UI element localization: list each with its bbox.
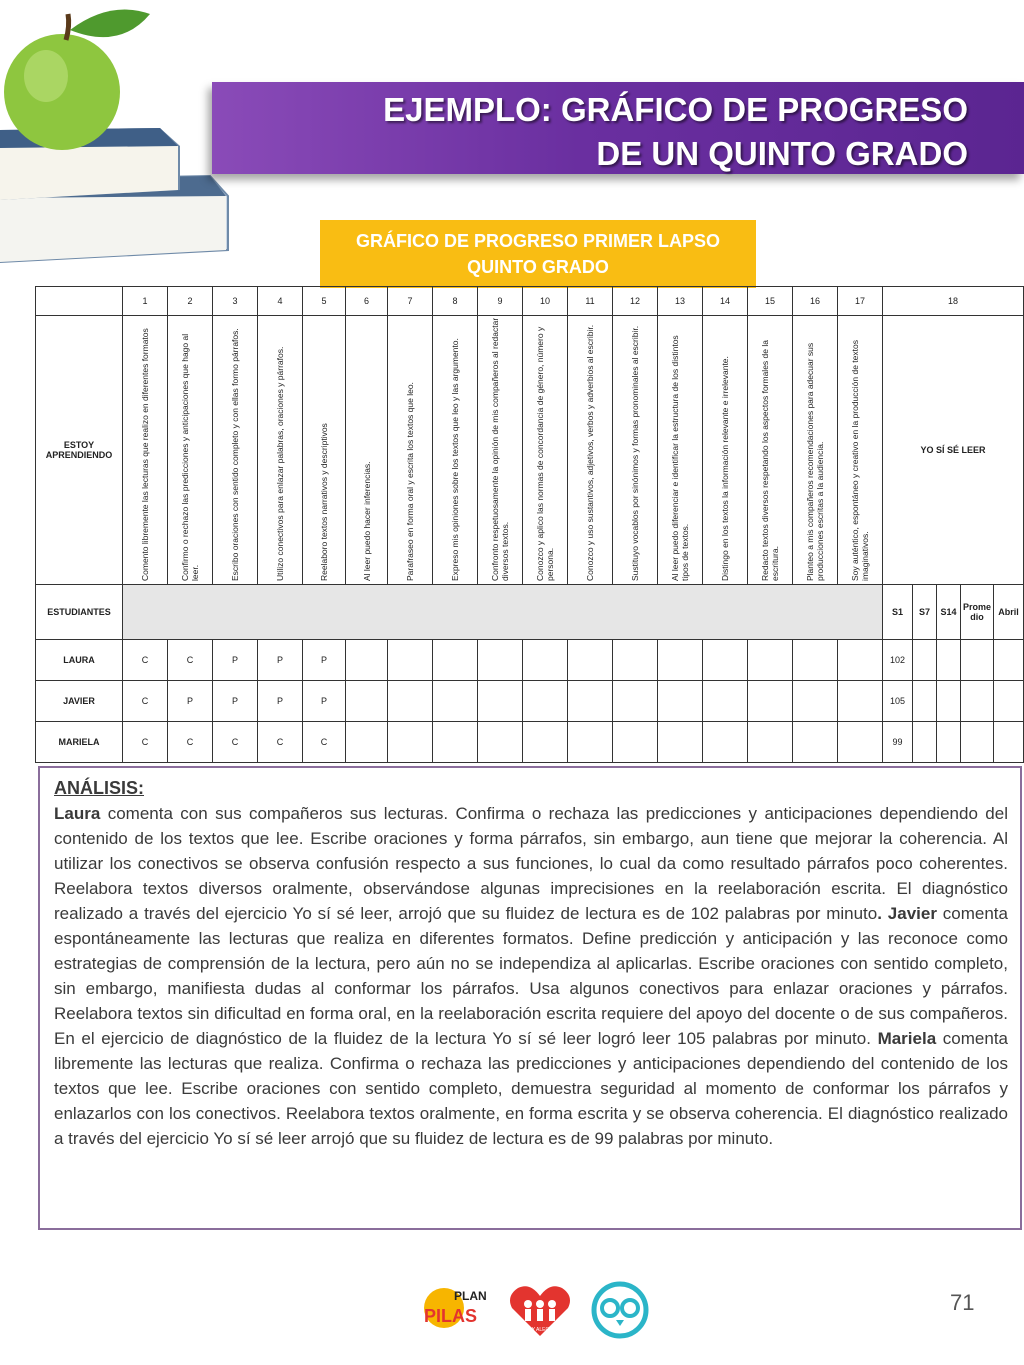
descriptor-text: Planteo a mis compañeros recomendaciones para adecuar sus producciones escritas a la audiencia. <box>805 342 825 581</box>
estudiantes-label: ESTUDIANTES <box>36 585 123 640</box>
descriptor-text: Sustituyo vocablos por sinónimos y formas pronominales al escribir. <box>630 325 640 581</box>
col-number: 4 <box>258 287 303 316</box>
col-number: 10 <box>523 287 568 316</box>
footer-logos <box>420 1278 660 1342</box>
svg-text:PLAN: PLAN <box>454 1289 487 1303</box>
col-number: 11 <box>568 287 613 316</box>
estoy-aprendiendo-label: ESTOY APRENDIENDO <box>36 316 123 585</box>
sub-header-s1: S1 <box>883 585 913 640</box>
analysis-box <box>38 766 1022 1230</box>
col-number: 12 <box>613 287 658 316</box>
sub-header-s7: S7 <box>913 585 937 640</box>
yo-si-se-leer-label: YO SÍ SÉ LEER <box>883 316 1024 585</box>
mark-cell: C <box>123 722 168 763</box>
subtitle-box <box>320 220 756 288</box>
student-name: JAVIER <box>36 681 123 722</box>
descriptor-text: Confirmo o rechazo las predicciones y anticipaciones que hago al leer. <box>180 333 200 581</box>
corner-cell <box>36 287 123 316</box>
title-line-1: EJEMPLO: GRÁFICO DE PROGRESO <box>383 91 968 128</box>
student-name: LAURA <box>36 640 123 681</box>
title-banner <box>212 82 1024 174</box>
descriptor-row <box>36 316 1024 585</box>
mark-cell: C <box>303 722 346 763</box>
descriptor-text: Distingo en los textos la información relevante e irrelevante. <box>720 356 730 581</box>
title-line-2: DE UN QUINTO GRADO <box>596 135 968 172</box>
col-number: 15 <box>748 287 793 316</box>
sub-header-promedio: Prome dio <box>961 585 994 640</box>
mark-cell: P <box>258 681 303 722</box>
descriptor-text: Parafraseo en forma oral y escrita los textos que leo. <box>405 382 415 581</box>
descriptor-text: Al leer puedo diferenciar e identificar la estructura de los distintos tipos de textos. <box>670 335 690 581</box>
mark-cell: C <box>123 681 168 722</box>
mark-cell: C <box>168 722 213 763</box>
subtitle-line-1: GRÁFICO DE PROGRESO PRIMER LAPSO <box>355 231 721 251</box>
mark-cell: C <box>168 640 213 681</box>
mark-cell: C <box>213 722 258 763</box>
s1-cell: 99 <box>883 722 913 763</box>
mark-cell: C <box>258 722 303 763</box>
mark-cell: P <box>303 640 346 681</box>
descriptor-text: Reelaboro textos narrativos y descriptivos <box>319 423 329 581</box>
plan-pilas-logo <box>424 1288 487 1328</box>
descriptor-text: Al leer puedo hacer inferencias. <box>361 461 372 581</box>
subtitle-line-2: QUINTO GRADO <box>467 257 609 277</box>
s1-cell: 105 <box>883 681 913 722</box>
sub-header-s14: S14 <box>937 585 961 640</box>
analysis-heading: ANÁLISIS: <box>54 778 144 798</box>
apple-books-illustration <box>0 0 240 280</box>
student-name-mariela: Mariela <box>877 1029 937 1048</box>
col-number: 2 <box>168 287 213 316</box>
svg-text:FE Y ALEGRIA: FE Y ALEGRIA <box>524 1327 558 1333</box>
col-number: 7 <box>388 287 433 316</box>
progress-table <box>35 286 1024 763</box>
analysis-text-mariela: comenta libremente las lecturas que realiza. Confirma o rechaza las predicciones y anticipaciones dependiendo del contenido de los textos que lee. Escribe oraciones con sentido completo, demuestra seguridad al momento de conformar los párrafos y enlazarlos con los conectivos. Reelabora textos oralmente, en forma escrita y se observa coherencia. El diagnóstico realizado a través del ejercicio Yo sí sé leer arrojó que su fluidez de lectura es de 99 palabras por minuto. <box>54 1029 1008 1148</box>
col-number: 18 <box>883 287 1024 316</box>
table-row <box>36 640 1024 681</box>
mark-cell: C <box>123 640 168 681</box>
col-number: 8 <box>433 287 478 316</box>
descriptor-text: Utilizo conectivos para enlazar palabras, oraciones y párrafos. <box>275 346 285 581</box>
descriptor-text: Conozco y uso sustantivos, adjetivos, verbos y adverbios al escribir. <box>585 324 595 581</box>
student-name-laura: Laura <box>54 804 101 823</box>
table-row <box>36 722 1024 763</box>
mark-cell: P <box>303 681 346 722</box>
descriptor-text: Redacto textos diversos respetando los aspectos formales de la escritura. <box>760 340 780 581</box>
col-number: 5 <box>303 287 346 316</box>
descriptor-text: Expreso mis opiniones sobre los textos que leo y las argumento. <box>450 338 460 581</box>
students-header-row <box>36 585 1024 640</box>
mark-cell: P <box>258 640 303 681</box>
s1-cell: 102 <box>883 640 913 681</box>
descriptor-text: Comento libremente las lecturas que realizo en diferentes formatos <box>140 328 150 581</box>
col-number: 16 <box>793 287 838 316</box>
analysis-paragraph <box>54 801 1008 1151</box>
analysis-text-laura: comenta con sus compañeros sus lecturas. Confirma o rechaza las predicciones y anticipaciones dependiendo del contenido de los textos que lee. Escribe oraciones y forma párrafos, sin embargo, aun tiene que mejorar la coherencia. Al utilizar los conectivos se observa confusión respecto a sus funciones, lo cual da como resultado párrafos poco coherentes. Reelabora textos diversos oralmente, observándose algunas imprecisiones en la reelaboración escrita. El diagnóstico realizado a través del ejercicio Yo sí sé leer, arrojó que su fluidez de lectura es de 102 palabras por minuto <box>54 804 1008 923</box>
student-name-javier: Javier <box>887 904 937 923</box>
analysis-text-javier: comenta espontáneamente las lecturas que realiza en diferentes formatos. Define predicción y anticipación y las reconoce como estrategias de comprensión de la lectura, pero aún no se independiza al aplicarlas. Escribe oraciones con sentido completo, sin embargo, manifiesta dudas al conformar los párrafos. Usa algunos conectivos para enlazar oraciones y párrafos. Reelabora textos sin dificultad en forma oral, en la reelaboración escrita requiere del apoyo del docente o de sus compañeros. En el ejercicio de diagnóstico de la fluidez de la lectura Yo sí sé leer logró leer 105 palabras por minuto. <box>54 904 1008 1048</box>
col-number: 17 <box>838 287 883 316</box>
col-number: 3 <box>213 287 258 316</box>
descriptor-text: Soy auténtico, espontáneo y creativo en la producción de textos imaginativos. <box>850 340 870 581</box>
owl-logo <box>594 1284 646 1336</box>
descriptor-text: Escribo oraciones con sentido completo y con ellas formo párrafos. <box>230 328 240 581</box>
svg-text:PILAS: PILAS <box>424 1306 478 1326</box>
student-name: MARIELA <box>36 722 123 763</box>
descriptor-text: Conozco y aplico las normas de concordancia de género, número y persona. <box>535 326 555 581</box>
mark-cell: P <box>168 681 213 722</box>
page-title <box>383 88 968 176</box>
col-number: 13 <box>658 287 703 316</box>
col-number: 14 <box>703 287 748 316</box>
fe-y-alegria-logo <box>510 1286 570 1336</box>
analysis-dot: . <box>877 904 882 923</box>
number-row <box>36 287 1024 316</box>
col-number: 6 <box>346 287 388 316</box>
col-number: 1 <box>123 287 168 316</box>
page-number: 71 <box>950 1290 975 1315</box>
mark-cell: P <box>213 640 258 681</box>
mark-cell: P <box>213 681 258 722</box>
descriptor-text: Confronto respetuosamente la opinión de mis compañeros al redactar diversos textos. <box>490 317 510 581</box>
sub-header-abril: Abril <box>994 585 1024 640</box>
table-row <box>36 681 1024 722</box>
col-number: 9 <box>478 287 523 316</box>
grey-band <box>123 585 883 640</box>
